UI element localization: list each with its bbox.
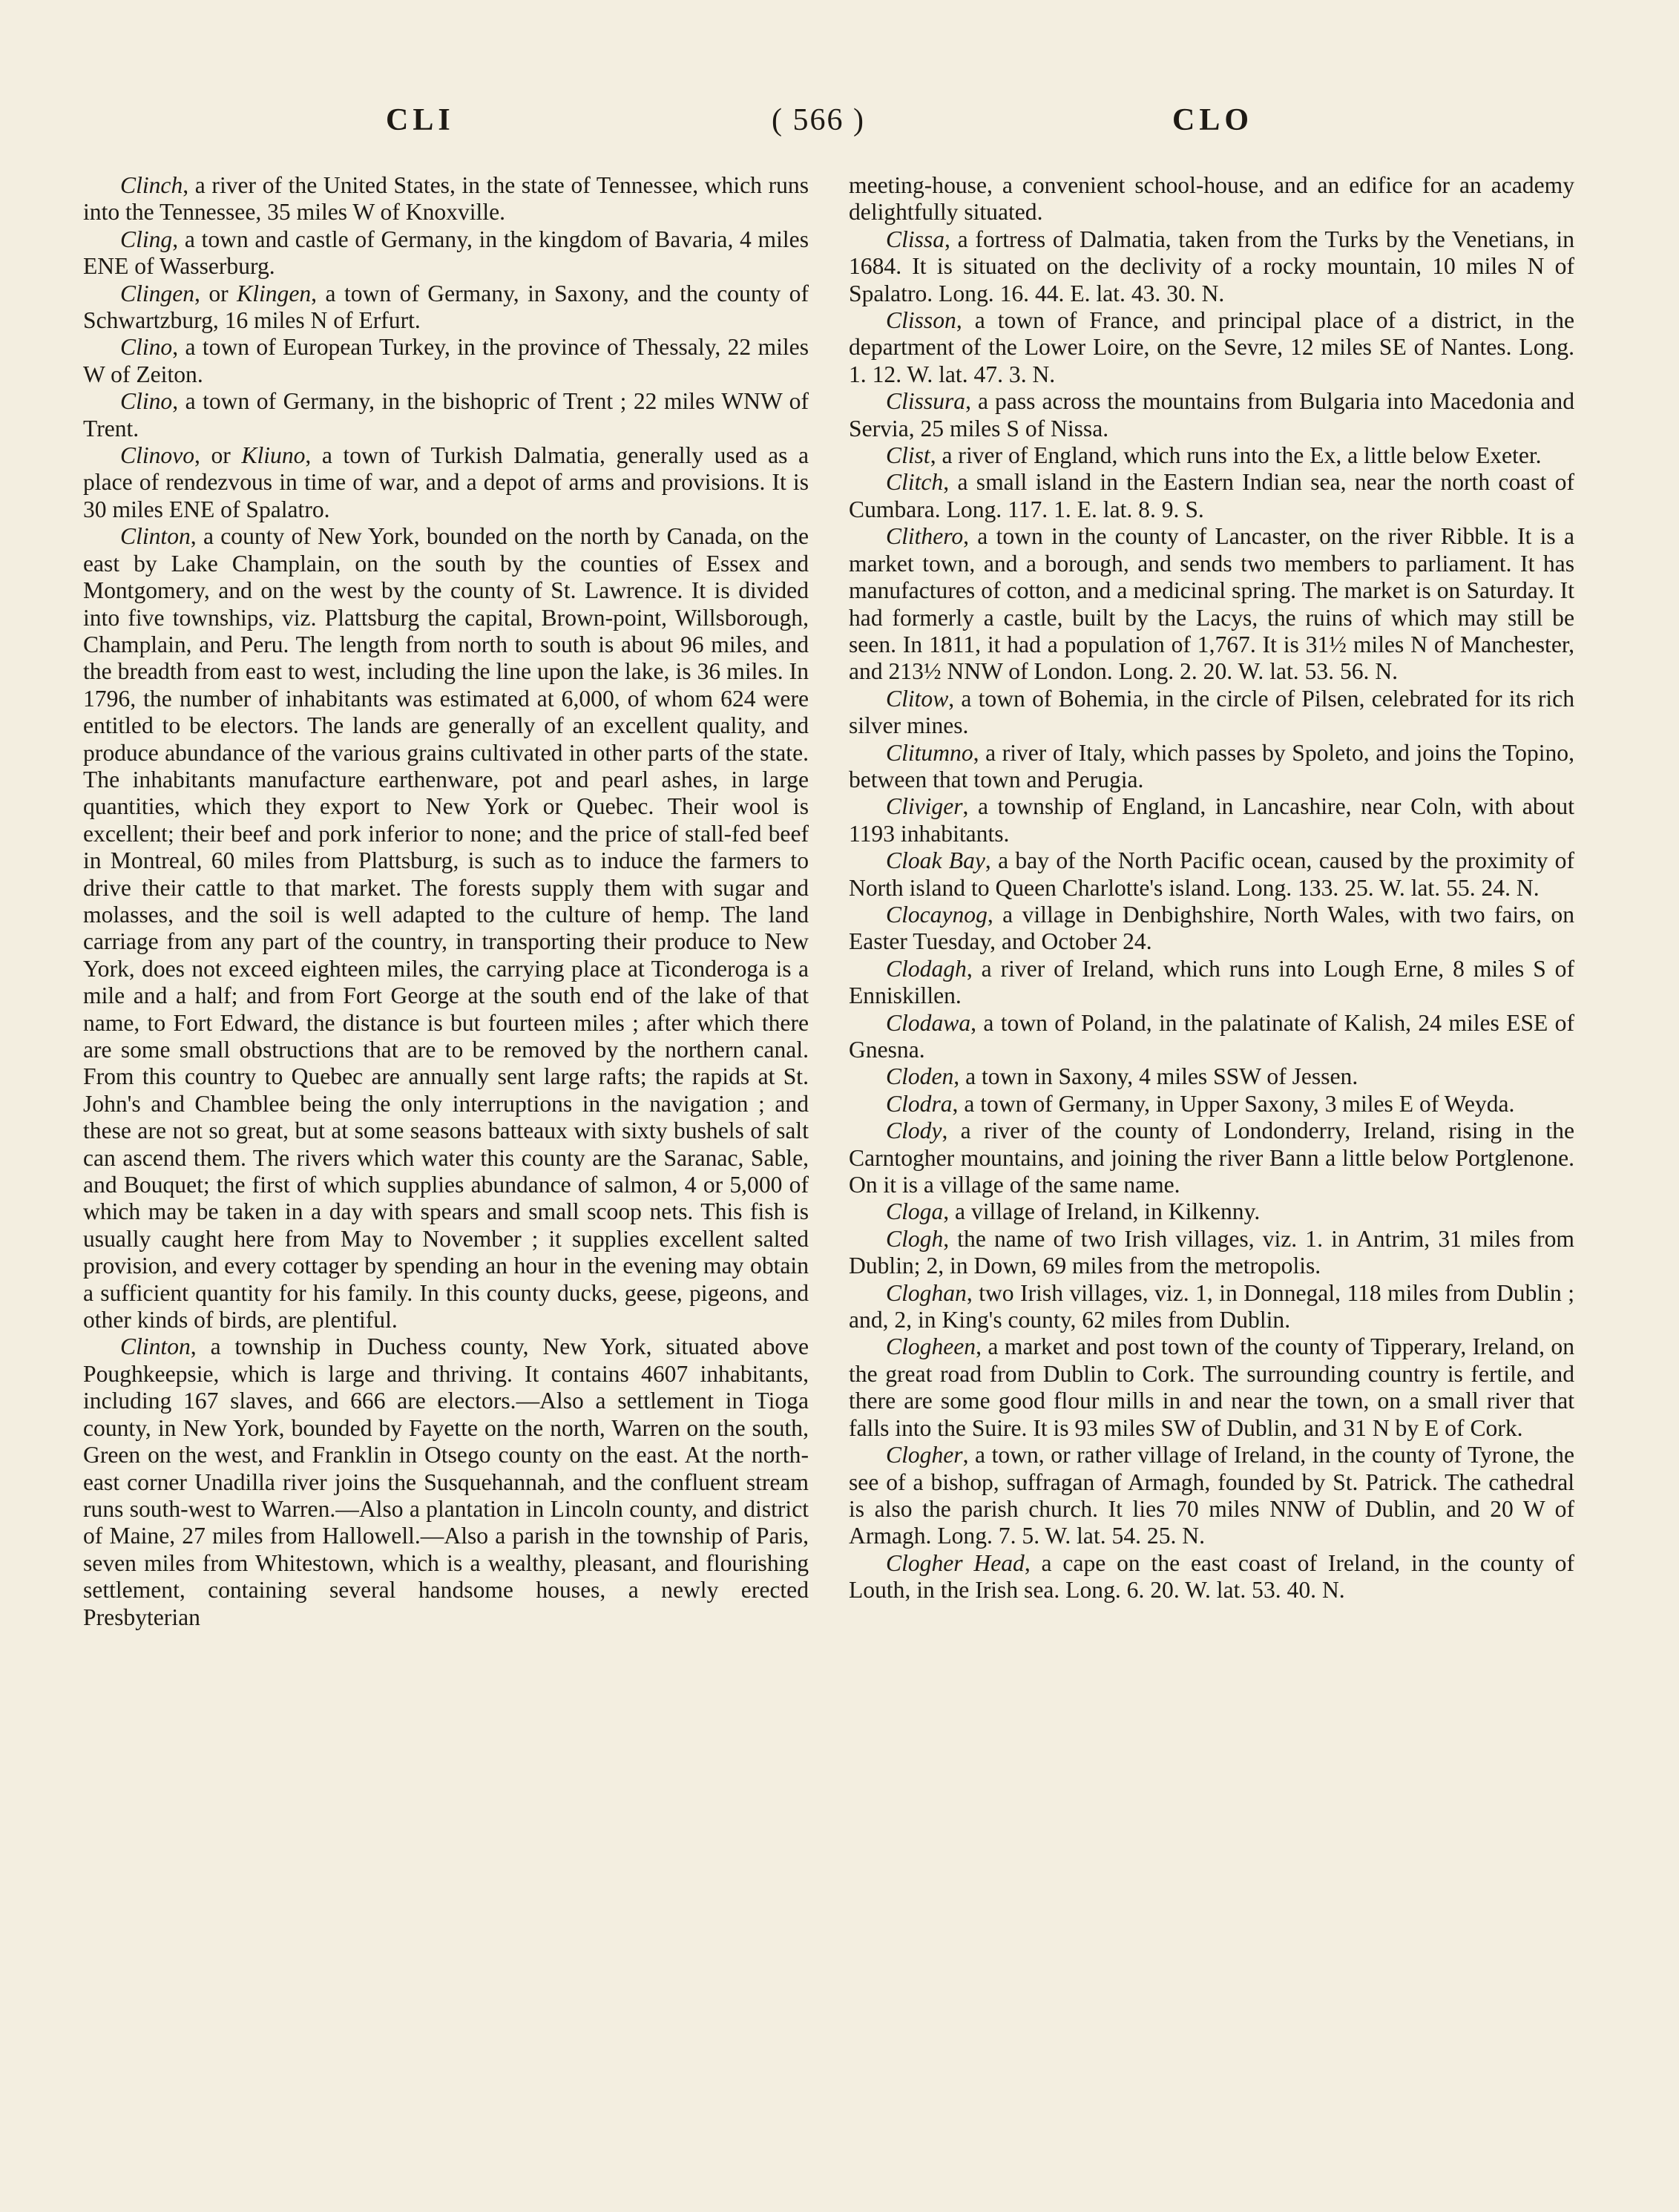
gazetteer-entry: [849, 1280, 1574, 1334]
entry-headword: Clinton: [120, 1333, 191, 1360]
gazetteer-entry: [849, 902, 1574, 956]
entry-headword: Cling: [120, 226, 173, 252]
entry-alt-headword: Kliuno: [241, 442, 306, 469]
entry-headword: Cloghan: [886, 1279, 967, 1306]
entry-text: , a town of France, and principal place of a district, in the department of the Lower Loire, on the Sevre, 12 miles SE of Nantes. Long. 1. 12. W. lat. 47. 3. N.: [849, 307, 1574, 387]
entry-headword: Clithero: [886, 523, 964, 550]
entry-text: , two Irish villages, viz. 1, in Donnegal, 118 miles from Dublin ; and, 2, in King's county, 62 miles from Dublin.: [849, 1279, 1574, 1333]
entry-text: , a town of Germany, in the bishopric of Trent ; 22 miles WNW of Trent.: [83, 388, 809, 442]
entry-text: , a town of Bohemia, in the circle of Pilsen, celebrated for its rich silver mines.: [849, 685, 1574, 739]
gazetteer-entry: [83, 388, 809, 442]
gazetteer-entry: [83, 280, 809, 335]
gazetteer-entry: [849, 793, 1574, 847]
gazetteer-entry: [849, 1063, 1574, 1090]
entry-headword: Clissura: [886, 388, 966, 415]
entry-text: , a village of Ireland, in Kilkenny.: [943, 1198, 1261, 1225]
header-left-guide-word: CLI: [386, 103, 455, 137]
entry-text: , a small island in the Eastern Indian sea, near the north coast of Cumbara. Long. 117. 1. E. lat. 8. 9. S.: [849, 469, 1574, 522]
gazetteer-entry: [849, 523, 1574, 685]
entry-headword: Clogheen: [886, 1333, 976, 1360]
entry-headword: Clinovo: [120, 442, 195, 469]
gazetteer-entry: [849, 847, 1574, 902]
gazetteer-entry: [849, 956, 1574, 1010]
entry-text: , a county of New York, bounded on the north by Canada, on the east by Lake Champlain, on the south by the counties of Essex and Montgomery, and on the west by the county of St. Lawrence. It is divided into five townships, viz. Plattsburg the capital, Brown-point, Willsborough, Champlain, and Peru. The length from north to south is about 96 miles, and the breadth from east to west, including the line upon the lake, is 36 miles. In 1796, the number of inhabitants was estimated at 6,000, of whom 624 were entitled to be electors. The lands are generally of an excellent quality, and produce abundance of the various grains cultivated in other parts of the state. The inhabitants manufacture earthenware, pot and pearl ashes, in large quantities, which they export to New York or Quebec. Their wool is excellent; their beef and pork inferior to none; and the price of stall-fed beef in Montreal, 60 miles from Plattsburg, is such as to induce the farmers to drive their cattle to that market. The forests supply them with sugar and molasses, and the soil is well adapted to the culture of hemp. The land carriage from any part of the country, in transporting their produce to New York, does not exceed eighteen miles, the carrying place at Ticonderoga is a mile and a half; and from Fort George at the south end of the lake of that name, to Fort Edward, the distance is but fourteen miles ; after which there are some small obstructions that are to be removed by the northern canal. From this country to Quebec are annually sent large rafts; the rapids at St. John's and Chamblee being the only interruptions in the navigation ; and these are not so great, but at some seasons batteaux with sixty bushels of salt can ascend them. The rivers which water this county are the Saranac, Sable, and Bouquet; the first of which supplies abundance of salmon, 4 or 5,000 of which may be taken in a day with spears and small scoop nets. This fish is usually caught here from May to November ; it supplies excellent salted provision, and every cottager by spending an hour in the evening may obtain a sufficient quantity for his family. In this county ducks, geese, pigeons, and other kinds of birds, are plentiful.: [83, 523, 809, 1333]
entry-headword: Clist: [886, 442, 930, 469]
gazetteer-entry: [849, 1550, 1574, 1604]
entry-text: , a town of Germany, in Upper Saxony, 3 miles E of Weyda.: [952, 1090, 1515, 1117]
entry-headword: Clingen: [120, 280, 195, 306]
entry-text: , a market and post town of the county of Tipperary, Ireland, on the great road from Dublin to Cork. The surrounding country is fertile, and there are some good flour mills in and near the town, on a small river that falls into the Suire. It is 93 miles SW of Dublin, and 31 N by E of Cork.: [849, 1333, 1574, 1441]
entry-text: , a river of the United States, in the state of Tennessee, which runs into the Tennessee, 35 miles W of Knoxville.: [83, 172, 809, 226]
entry-headword: Clogher: [886, 1442, 963, 1468]
entry-text: , a river of Italy, which passes by Spoleto, and joins the Topino, between that town and Perugia.: [849, 739, 1574, 792]
entry-text: , a town of Germany, in Saxony, and the county of Schwartzburg, 16 miles N of Erfurt.: [83, 280, 809, 334]
entry-headword: Clodagh: [886, 955, 967, 982]
entry-text: , a town, or rather village of Ireland, in the county of Tyrone, the see of a bishop, suffragan of Armagh, founded by St. Patrick. The cathedral is also the parish church. It lies 70 miles NNW of Dublin, and 20 W of Armagh. Long. 7. 5. W. lat. 54. 25. N.: [849, 1442, 1574, 1549]
entry-headword: Clitch: [886, 469, 944, 496]
entry-alt-headword: Klingen: [237, 280, 312, 306]
entry-headword: Clogh: [886, 1225, 944, 1252]
entry-text: , a town and castle of Germany, in the kingdom of Bavaria, 4 miles ENE of Wasserburg.: [83, 226, 809, 280]
entry-text: , a river of England, which runs into the Ex, a little below Exeter.: [930, 442, 1542, 469]
entry-text: , a town in the county of Lancaster, on the river Ribble. It is a market town, and a borough, and sends two members to parliament. It has manufactures of cotton, and a medicinal spring. The market is on Saturday. It had formerly a castle, built by the Lacys, the ruins of which may still be seen. In 1811, it had a population of 1,767. It is 31½ miles N of Manchester, and 213½ NNW of London. Long. 2. 20. W. lat. 53. 56. N.: [849, 523, 1574, 685]
gazetteer-entry: [849, 740, 1574, 794]
entry-text: , a village in Denbighshire, North Wales, with two fairs, on Easter Tuesday, and October 24.: [849, 901, 1574, 955]
gazetteer-entry: [849, 442, 1574, 469]
entry-headword: Cloden: [886, 1063, 954, 1090]
entry-headword: Clitow: [886, 685, 949, 712]
gazetteer-entry: [849, 172, 1574, 226]
entry-text: , a bay of the North Pacific ocean, caused by the proximity of North island to Queen Charlotte's island. Long. 133. 25. W. lat. 55. 24. N.: [849, 847, 1574, 901]
entry-text: , a river of Ireland, which runs into Lough Erne, 8 miles S of Enniskillen.: [849, 955, 1574, 1009]
entry-headword: Clodra: [886, 1090, 953, 1117]
entry-headword: Clissa: [886, 226, 945, 252]
entry-headword: Clody: [886, 1118, 942, 1144]
gazetteer-entry: [849, 388, 1574, 442]
entry-headword: Clitumno: [886, 739, 973, 766]
gazetteer-entry: [83, 226, 809, 280]
gazetteer-entry: [849, 469, 1574, 523]
entry-text: , a township in Duchess county, New York, situated above Poughkeepsie, which is large and thriving. It contains 4607 inhabitants, including 167 slaves, and 666 are electors.—Also a settlement in Tioga county, in New York, bounded by Fayette on the north, Warren on the south, Green on the west, and Franklin in Otsego county on the east. At the north-east corner Unadilla river joins the Susquehannah, and the confluent stream runs south-west to Warren.—Also a plantation in Lincoln county, and district of Maine, 27 miles from Hallowell.—Also a parish in the township of Paris, seven miles from Whitestown, which is a wealthy, pleasant, and flourishing settlement, containing several handsome houses, a newly erected Presbyterian: [83, 1333, 809, 1630]
running-header: [0, 102, 1679, 154]
gazetteer-entry: [83, 334, 809, 388]
entry-text: , or: [194, 280, 237, 306]
entry-text: , the name of two Irish villages, viz. 1. in Antrim, 31 miles from Dublin; 2, in Down, 69 miles from the metropolis.: [849, 1225, 1574, 1279]
gazetteer-entry: [849, 1226, 1574, 1280]
entry-headword: Cloak Bay: [886, 847, 985, 874]
gazetteer-entry: [849, 1118, 1574, 1198]
entry-text: , a township of England, in Lancashire, near Coln, with about 1193 inhabitants.: [849, 793, 1574, 847]
gazetteer-entry: [849, 1010, 1574, 1064]
entry-text: meeting-house, a convenient school-house, and an edifice for an academy delightfully situated.: [849, 172, 1574, 226]
entry-text: , a cape on the east coast of Ireland, in the county of Louth, in the Irish sea. Long. 6. 20. W. lat. 53. 40. N.: [849, 1549, 1574, 1604]
entry-headword: Clocaynog: [886, 901, 988, 928]
entry-text: , a town of European Turkey, in the province of Thessaly, 22 miles W of Zeiton.: [83, 334, 809, 387]
gazetteer-entry: [849, 686, 1574, 740]
gazetteer-entry: [83, 442, 809, 523]
entry-headword: Clisson: [886, 307, 956, 334]
gazetteer-entry: [849, 1333, 1574, 1442]
gazetteer-entry: [83, 1333, 809, 1630]
header-right-guide-word: CLO: [1172, 103, 1254, 137]
entry-headword: Cloga: [886, 1198, 944, 1225]
left-column: [83, 172, 809, 1631]
gazetteer-entry: [849, 307, 1574, 388]
entry-text: , a river of the county of Londonderry, Ireland, rising in the Carntogher mountains, and joining the river Bann a little below Portglenone. On it is a village of the same name.: [849, 1118, 1574, 1198]
entry-headword: Clogher Head: [886, 1549, 1025, 1576]
gazetteer-entry: [849, 1442, 1574, 1550]
entry-text: , a town in Saxony, 4 miles SSW of Jessen.: [953, 1063, 1358, 1090]
entry-text: , a pass across the mountains from Bulgaria into Macedonia and Servia, 25 miles S of Nissa.: [849, 388, 1574, 442]
right-column: [849, 172, 1574, 1604]
gazetteer-entry: [849, 1091, 1574, 1118]
entry-text: , a fortress of Dalmatia, taken from the Turks by the Venetians, in 1684. It is situated on the declivity of a rocky mountain, 10 miles N of Spalatro. Long. 16. 44. E. lat. 43. 30. N.: [849, 226, 1574, 306]
entry-headword: Clinch: [120, 172, 183, 198]
gazetteer-entry: [849, 1198, 1574, 1225]
gazetteer-entry: [83, 523, 809, 1333]
entry-text: , or: [194, 442, 242, 469]
gazetteer-entry: [83, 172, 809, 226]
entry-text: , a town of Turkish Dalmatia, generally used as a place of rendezvous in time of war, and a depot of arms and provisions. It is 30 miles ENE of Spalatro.: [83, 442, 809, 522]
entry-headword: Clino: [120, 334, 173, 361]
gazetteer-entry: [849, 226, 1574, 307]
entry-text: , a town of Poland, in the palatinate of Kalish, 24 miles ESE of Gnesna.: [849, 1009, 1574, 1063]
entry-headword: Clinton: [120, 523, 191, 550]
entry-headword: Cliviger: [886, 793, 963, 820]
entry-headword: Clodawa: [886, 1009, 971, 1036]
entry-headword: Clino: [120, 388, 173, 415]
page-number: ( 566 ): [772, 103, 865, 137]
